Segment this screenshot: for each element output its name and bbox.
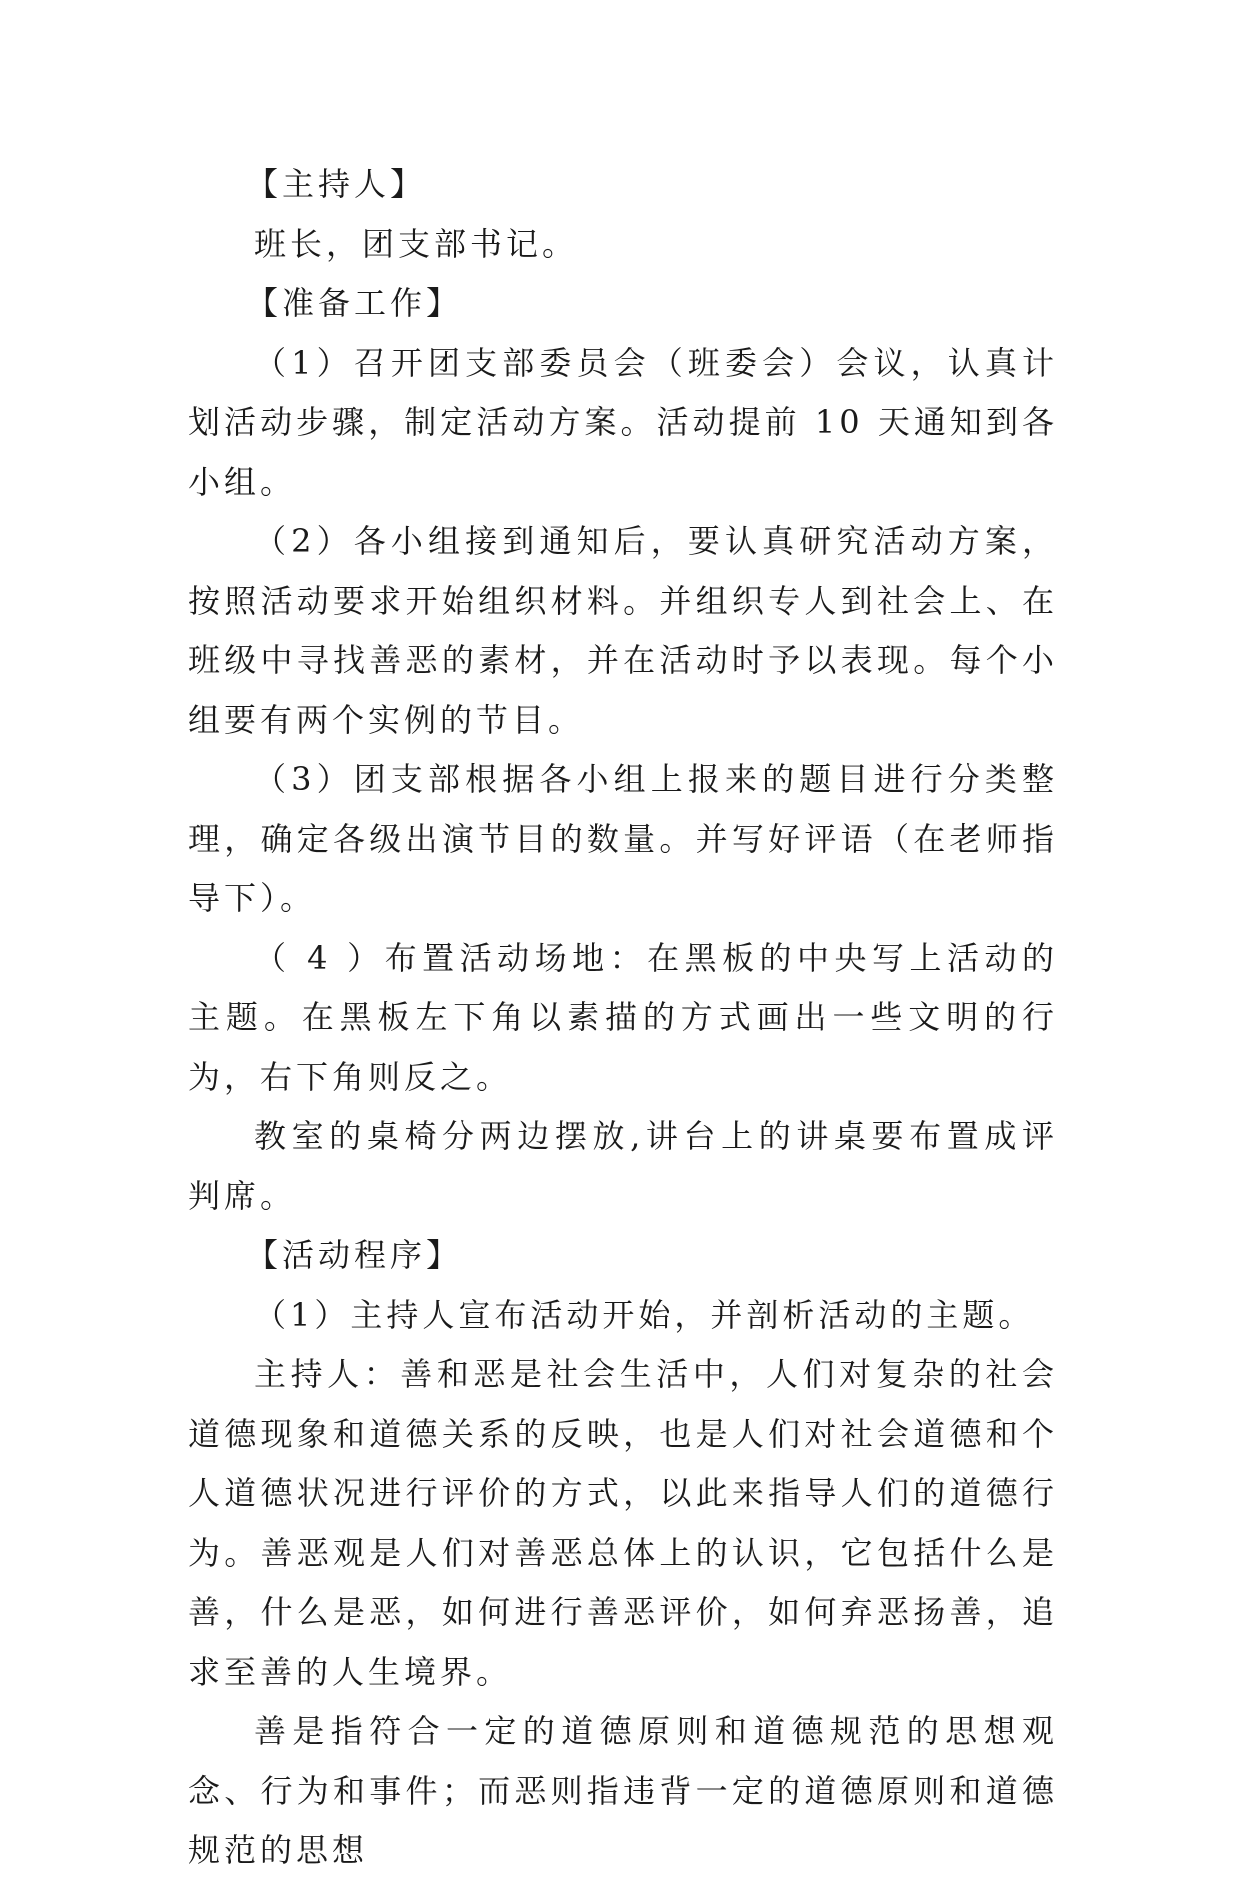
preparation-step-2: （2）各小组接到通知后，要认真研究活动方案，按照活动要求开始组织材料。并组织专人到社会上、在班级中寻找善恶的素材，并在活动时予以表现。每个小组要有两个实例的节目。 <box>188 522 1058 739</box>
section-heading-host: 【主持人】 <box>246 165 427 203</box>
host-speech: 主持人：善和恶是社会生活中，人们对复杂的社会道德现象和道德关系的反映，也是人们对社会道德和个人道德状况进行评价的方式，以此来指导人们的道德行为。善恶观是人们对善恶总体上的认识，它包括什么是善，什么是恶，如何进行善恶评价，如何弃恶扬善，追求至善的人生境界。 <box>188 1355 1058 1691</box>
section-heading-preparation: 【准备工作】 <box>246 284 463 322</box>
classroom-arrangement: 教室的桌椅分两边摆放,讲台上的讲桌要布置成评判席。 <box>188 1117 1058 1215</box>
procedure-step-1: （1）主持人宣布活动开始，并剖析活动的主题。 <box>254 1295 1035 1334</box>
good-evil-definition: 善是指符合一定的道德原则和道德规范的思想观念、行为和事件；而恶则指违背一定的道德原则和道德规范的思想 <box>188 1712 1058 1869</box>
preparation-step-3: （3）团支部根据各小组上报来的题目进行分类整理，确定各级出演节目的数量。并写好评语（在老师指导下）。 <box>188 760 1058 917</box>
preparation-step-1: （1）召开团支部委员会（班委会）会议，认真计划活动步骤，制定活动方案。活动提前 10 天通知到各小组。 <box>188 343 1058 501</box>
section-heading-procedure: 【活动程序】 <box>246 1236 463 1274</box>
preparation-step-4: （ 4 ）布置活动场地：在黑板的中央写上活动的主题。在黑板左下角以素描的方式画出一些文明的行为，右下角则反之。 <box>188 938 1058 1096</box>
document-body <box>188 155 1058 1881</box>
host-names: 班长，团支部书记。 <box>254 224 579 263</box>
